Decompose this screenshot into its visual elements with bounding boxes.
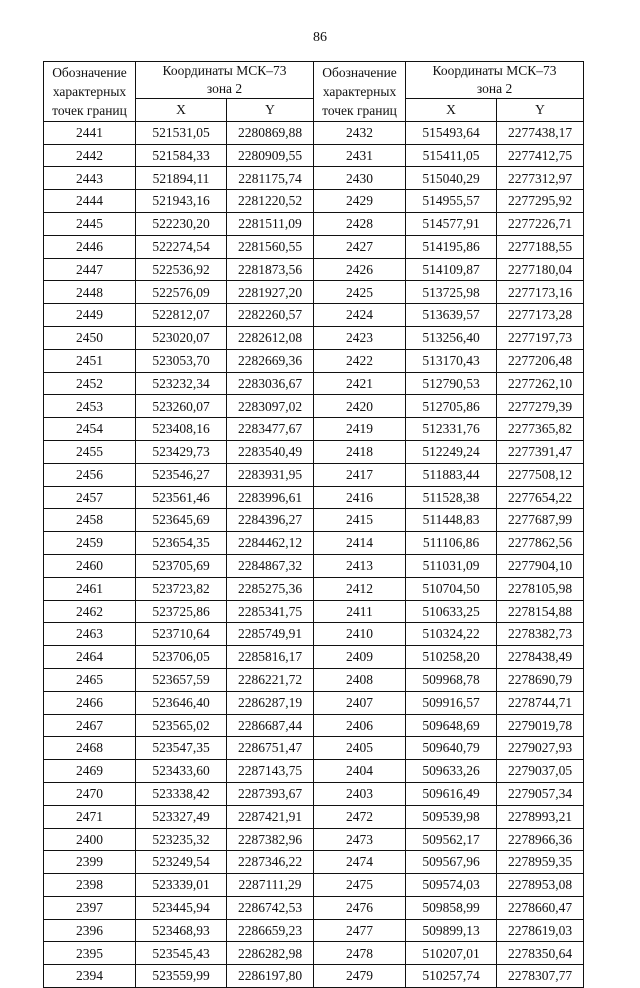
x-coord-cell: 522812,07 [136, 304, 227, 327]
y-coord-cell: 2283477,67 [227, 418, 314, 441]
y-coord-cell: 2279037,05 [497, 760, 584, 783]
point-label-line2: характерных [322, 83, 397, 99]
point-id-cell: 2429 [314, 190, 406, 213]
y-coord-cell: 2282669,36 [227, 349, 314, 372]
x-coord-cell: 511448,83 [406, 509, 497, 532]
y-coord-cell: 2281560,55 [227, 235, 314, 258]
table-row [44, 828, 584, 851]
point-id-cell: 2461 [44, 577, 136, 600]
y-coord-cell: 2287111,29 [227, 874, 314, 897]
point-label-header-left [44, 62, 136, 122]
point-id-cell: 2473 [314, 828, 406, 851]
y-coord-cell: 2277279,39 [497, 395, 584, 418]
y-coord-cell: 2278307,77 [497, 965, 584, 988]
x-coord-cell: 521943,16 [136, 190, 227, 213]
x-coord-cell: 523646,40 [136, 691, 227, 714]
y-coord-cell: 2280869,88 [227, 121, 314, 144]
point-id-cell: 2403 [314, 782, 406, 805]
table-row [44, 623, 584, 646]
point-id-cell: 2474 [314, 851, 406, 874]
point-id-cell: 2441 [44, 121, 136, 144]
point-id-cell: 2472 [314, 805, 406, 828]
table-row [44, 167, 584, 190]
x-coord-cell: 523339,01 [136, 874, 227, 897]
point-id-cell: 2442 [44, 144, 136, 167]
y-coord-cell: 2283996,61 [227, 486, 314, 509]
x-coord-cell: 523020,07 [136, 326, 227, 349]
x-coord-cell: 515493,64 [406, 121, 497, 144]
x-coord-cell: 523260,07 [136, 395, 227, 418]
x-coord-cell: 509640,79 [406, 737, 497, 760]
table-header [44, 62, 584, 122]
table-row [44, 805, 584, 828]
table-row [44, 646, 584, 669]
x-coord-cell: 514577,91 [406, 212, 497, 235]
point-id-cell: 2463 [44, 623, 136, 646]
table-row [44, 737, 584, 760]
table-body [44, 121, 584, 987]
y-coord-cell: 2284867,32 [227, 554, 314, 577]
point-id-cell: 2432 [314, 121, 406, 144]
coord-system-line2: зона 2 [476, 81, 513, 96]
point-id-cell: 2425 [314, 281, 406, 304]
y-coord-cell: 2278959,35 [497, 851, 584, 874]
x-coord-cell: 523468,93 [136, 919, 227, 942]
y-coord-cell: 2285275,36 [227, 577, 314, 600]
point-label-line2: характерных [52, 83, 127, 99]
y-coord-cell: 2286659,23 [227, 919, 314, 942]
x-coord-cell: 514195,86 [406, 235, 497, 258]
x-coord-cell: 510207,01 [406, 942, 497, 965]
x-coord-cell: 523338,42 [136, 782, 227, 805]
x-coord-cell: 512331,76 [406, 418, 497, 441]
x-coord-cell: 523408,16 [136, 418, 227, 441]
x-coord-cell: 523561,46 [136, 486, 227, 509]
y-coord-cell: 2286742,53 [227, 896, 314, 919]
y-coord-cell: 2287346,22 [227, 851, 314, 874]
point-id-cell: 2479 [314, 965, 406, 988]
x-coord-cell: 513256,40 [406, 326, 497, 349]
y-coord-cell: 2285341,75 [227, 600, 314, 623]
x-coord-cell: 523705,69 [136, 554, 227, 577]
point-id-cell: 2416 [314, 486, 406, 509]
table-row [44, 372, 584, 395]
x-coord-cell: 511528,38 [406, 486, 497, 509]
y-coord-cell: 2283097,02 [227, 395, 314, 418]
point-id-cell: 2451 [44, 349, 136, 372]
y-coord-cell: 2286751,47 [227, 737, 314, 760]
table-row [44, 896, 584, 919]
point-id-cell: 2397 [44, 896, 136, 919]
y-coord-cell: 2278690,79 [497, 668, 584, 691]
point-id-cell: 2396 [44, 919, 136, 942]
x-coord-cell: 523710,64 [136, 623, 227, 646]
x-coord-cell: 510257,74 [406, 965, 497, 988]
y-coord-cell: 2278953,08 [497, 874, 584, 897]
x-coord-cell: 523433,60 [136, 760, 227, 783]
y-coord-cell: 2281175,74 [227, 167, 314, 190]
table-row [44, 235, 584, 258]
y-coord-cell: 2278154,88 [497, 600, 584, 623]
x-coord-cell: 523327,49 [136, 805, 227, 828]
x-coord-cell: 523429,73 [136, 440, 227, 463]
table-row [44, 668, 584, 691]
x-axis-header: X [136, 99, 227, 122]
y-coord-cell: 2283931,95 [227, 463, 314, 486]
x-coord-cell: 521584,33 [136, 144, 227, 167]
x-coord-cell: 513639,57 [406, 304, 497, 327]
table-row [44, 919, 584, 942]
x-coord-cell: 522274,54 [136, 235, 227, 258]
y-coord-cell: 2281511,09 [227, 212, 314, 235]
point-id-cell: 2399 [44, 851, 136, 874]
point-id-cell: 2411 [314, 600, 406, 623]
y-coord-cell: 2287143,75 [227, 760, 314, 783]
coord-system-line1: Координаты МСК–73 [162, 63, 287, 78]
y-coord-cell: 2277226,71 [497, 212, 584, 235]
point-id-cell: 2453 [44, 395, 136, 418]
point-id-cell: 2450 [44, 326, 136, 349]
x-coord-cell: 509539,98 [406, 805, 497, 828]
point-id-cell: 2449 [44, 304, 136, 327]
table-row [44, 281, 584, 304]
y-coord-cell: 2286282,98 [227, 942, 314, 965]
point-id-cell: 2471 [44, 805, 136, 828]
point-id-cell: 2428 [314, 212, 406, 235]
table-row [44, 851, 584, 874]
y-coord-cell: 2277188,55 [497, 235, 584, 258]
table-row [44, 600, 584, 623]
point-id-cell: 2426 [314, 258, 406, 281]
point-id-cell: 2477 [314, 919, 406, 942]
x-coord-cell: 509648,69 [406, 714, 497, 737]
table-row [44, 532, 584, 555]
x-coord-cell: 509633,26 [406, 760, 497, 783]
y-axis-header: Y [227, 99, 314, 122]
y-coord-cell: 2286197,80 [227, 965, 314, 988]
table-row [44, 144, 584, 167]
coord-system-line1: Координаты МСК–73 [432, 63, 557, 78]
point-id-cell: 2400 [44, 828, 136, 851]
x-coord-cell: 523559,99 [136, 965, 227, 988]
point-label-line3: точек границ [322, 102, 397, 118]
y-coord-cell: 2277173,28 [497, 304, 584, 327]
x-coord-cell: 523725,86 [136, 600, 227, 623]
y-coord-cell: 2278438,49 [497, 646, 584, 669]
point-id-cell: 2406 [314, 714, 406, 737]
table-row [44, 304, 584, 327]
point-id-cell: 2398 [44, 874, 136, 897]
point-id-cell: 2420 [314, 395, 406, 418]
point-id-cell: 2414 [314, 532, 406, 555]
y-coord-cell: 2277654,22 [497, 486, 584, 509]
y-coord-cell: 2277365,82 [497, 418, 584, 441]
point-id-cell: 2415 [314, 509, 406, 532]
point-id-cell: 2448 [44, 281, 136, 304]
x-coord-cell: 512705,86 [406, 395, 497, 418]
x-coord-cell: 513170,43 [406, 349, 497, 372]
point-id-cell: 2467 [44, 714, 136, 737]
point-label-header-right [314, 62, 406, 122]
point-id-cell: 2455 [44, 440, 136, 463]
y-coord-cell: 2279027,93 [497, 737, 584, 760]
x-coord-cell: 523654,35 [136, 532, 227, 555]
x-coord-cell: 509916,57 [406, 691, 497, 714]
point-id-cell: 2431 [314, 144, 406, 167]
y-coord-cell: 2277391,47 [497, 440, 584, 463]
point-id-cell: 2445 [44, 212, 136, 235]
x-coord-cell: 509968,78 [406, 668, 497, 691]
x-coord-cell: 522230,20 [136, 212, 227, 235]
point-id-cell: 2458 [44, 509, 136, 532]
table-row [44, 760, 584, 783]
x-coord-cell: 514955,57 [406, 190, 497, 213]
y-coord-cell: 2278993,21 [497, 805, 584, 828]
table-row [44, 212, 584, 235]
x-coord-cell: 523546,27 [136, 463, 227, 486]
point-id-cell: 2404 [314, 760, 406, 783]
x-coord-cell: 509567,96 [406, 851, 497, 874]
x-coord-cell: 510633,25 [406, 600, 497, 623]
x-coord-cell: 511106,86 [406, 532, 497, 555]
y-coord-cell: 2287382,96 [227, 828, 314, 851]
x-coord-cell: 523232,34 [136, 372, 227, 395]
page-number: 86 [313, 30, 327, 45]
table-row [44, 418, 584, 441]
point-id-cell: 2407 [314, 691, 406, 714]
x-coord-cell: 523706,05 [136, 646, 227, 669]
x-coord-cell: 511031,09 [406, 554, 497, 577]
x-coord-cell: 511883,44 [406, 463, 497, 486]
point-label-line3: точек границ [52, 102, 127, 118]
x-coord-cell: 509574,03 [406, 874, 497, 897]
y-coord-cell: 2277862,56 [497, 532, 584, 555]
point-id-cell: 2456 [44, 463, 136, 486]
x-coord-cell: 522536,92 [136, 258, 227, 281]
x-coord-cell: 509899,13 [406, 919, 497, 942]
x-coord-cell: 515411,05 [406, 144, 497, 167]
y-coord-cell: 2278350,64 [497, 942, 584, 965]
point-id-cell: 2460 [44, 554, 136, 577]
point-id-cell: 2409 [314, 646, 406, 669]
point-label-line1: Обозначение [322, 64, 397, 80]
table-row [44, 121, 584, 144]
table-row [44, 486, 584, 509]
table-row [44, 326, 584, 349]
y-coord-cell: 2287421,91 [227, 805, 314, 828]
y-coord-cell: 2278966,36 [497, 828, 584, 851]
point-id-cell: 2413 [314, 554, 406, 577]
y-coord-cell: 2286221,72 [227, 668, 314, 691]
x-coord-cell: 523645,69 [136, 509, 227, 532]
y-coord-cell: 2277412,75 [497, 144, 584, 167]
y-coord-cell: 2278744,71 [497, 691, 584, 714]
point-id-cell: 2470 [44, 782, 136, 805]
y-coord-cell: 2277206,48 [497, 349, 584, 372]
y-coord-cell: 2285816,17 [227, 646, 314, 669]
y-coord-cell: 2277438,17 [497, 121, 584, 144]
x-coord-cell: 523547,35 [136, 737, 227, 760]
point-id-cell: 2469 [44, 760, 136, 783]
point-id-cell: 2395 [44, 942, 136, 965]
table-row [44, 509, 584, 532]
point-id-cell: 2408 [314, 668, 406, 691]
point-id-cell: 2446 [44, 235, 136, 258]
y-coord-cell: 2283540,49 [227, 440, 314, 463]
y-coord-cell: 2278660,47 [497, 896, 584, 919]
x-coord-cell: 513725,98 [406, 281, 497, 304]
point-id-cell: 2421 [314, 372, 406, 395]
table-row [44, 395, 584, 418]
coord-system-header-left [136, 62, 314, 99]
point-id-cell: 2475 [314, 874, 406, 897]
y-coord-cell: 2277904,10 [497, 554, 584, 577]
y-coord-cell: 2277173,16 [497, 281, 584, 304]
x-coord-cell: 509616,49 [406, 782, 497, 805]
point-id-cell: 2419 [314, 418, 406, 441]
coord-system-line2: зона 2 [206, 81, 243, 96]
table-row [44, 440, 584, 463]
table-row [44, 349, 584, 372]
point-id-cell: 2454 [44, 418, 136, 441]
table-row [44, 942, 584, 965]
y-coord-cell: 2277295,92 [497, 190, 584, 213]
x-coord-cell: 514109,87 [406, 258, 497, 281]
table-row [44, 714, 584, 737]
point-id-cell: 2422 [314, 349, 406, 372]
point-id-cell: 2443 [44, 167, 136, 190]
y-coord-cell: 2286687,44 [227, 714, 314, 737]
point-id-cell: 2464 [44, 646, 136, 669]
y-coord-cell: 2277687,99 [497, 509, 584, 532]
point-id-cell: 2423 [314, 326, 406, 349]
x-coord-cell: 510704,50 [406, 577, 497, 600]
x-coord-cell: 523445,94 [136, 896, 227, 919]
table-row [44, 782, 584, 805]
point-id-cell: 2447 [44, 258, 136, 281]
point-id-cell: 2478 [314, 942, 406, 965]
x-coord-cell: 523545,43 [136, 942, 227, 965]
table-row [44, 691, 584, 714]
x-coord-cell: 523053,70 [136, 349, 227, 372]
point-id-cell: 2394 [44, 965, 136, 988]
y-coord-cell: 2277262,10 [497, 372, 584, 395]
coord-system-header-right [406, 62, 584, 99]
y-coord-cell: 2277312,97 [497, 167, 584, 190]
x-axis-header: X [406, 99, 497, 122]
y-coord-cell: 2279019,78 [497, 714, 584, 737]
x-coord-cell: 512790,53 [406, 372, 497, 395]
point-id-cell: 2417 [314, 463, 406, 486]
y-coord-cell: 2278105,98 [497, 577, 584, 600]
point-id-cell: 2430 [314, 167, 406, 190]
table-row [44, 874, 584, 897]
y-coord-cell: 2278382,73 [497, 623, 584, 646]
point-id-cell: 2418 [314, 440, 406, 463]
y-coord-cell: 2284462,12 [227, 532, 314, 555]
point-id-cell: 2465 [44, 668, 136, 691]
y-coord-cell: 2279057,34 [497, 782, 584, 805]
y-coord-cell: 2281220,52 [227, 190, 314, 213]
point-id-cell: 2444 [44, 190, 136, 213]
y-coord-cell: 2281927,20 [227, 281, 314, 304]
x-coord-cell: 512249,24 [406, 440, 497, 463]
point-id-cell: 2468 [44, 737, 136, 760]
x-coord-cell: 521531,05 [136, 121, 227, 144]
y-axis-header: Y [497, 99, 584, 122]
x-coord-cell: 510324,22 [406, 623, 497, 646]
x-coord-cell: 523657,59 [136, 668, 227, 691]
y-coord-cell: 2280909,55 [227, 144, 314, 167]
x-coord-cell: 521894,11 [136, 167, 227, 190]
table-row [44, 258, 584, 281]
x-coord-cell: 515040,29 [406, 167, 497, 190]
y-coord-cell: 2282260,57 [227, 304, 314, 327]
x-coord-cell: 523249,54 [136, 851, 227, 874]
y-coord-cell: 2281873,56 [227, 258, 314, 281]
y-coord-cell: 2283036,67 [227, 372, 314, 395]
point-id-cell: 2459 [44, 532, 136, 555]
point-id-cell: 2452 [44, 372, 136, 395]
y-coord-cell: 2277508,12 [497, 463, 584, 486]
point-id-cell: 2466 [44, 691, 136, 714]
point-id-cell: 2412 [314, 577, 406, 600]
point-id-cell: 2476 [314, 896, 406, 919]
x-coord-cell: 509562,17 [406, 828, 497, 851]
y-coord-cell: 2286287,19 [227, 691, 314, 714]
x-coord-cell: 523723,82 [136, 577, 227, 600]
coordinates-table [43, 61, 584, 988]
x-coord-cell: 509858,99 [406, 896, 497, 919]
table-row [44, 190, 584, 213]
y-coord-cell: 2277197,73 [497, 326, 584, 349]
y-coord-cell: 2287393,67 [227, 782, 314, 805]
x-coord-cell: 523235,32 [136, 828, 227, 851]
point-id-cell: 2410 [314, 623, 406, 646]
y-coord-cell: 2285749,91 [227, 623, 314, 646]
y-coord-cell: 2277180,04 [497, 258, 584, 281]
y-coord-cell: 2284396,27 [227, 509, 314, 532]
point-id-cell: 2457 [44, 486, 136, 509]
point-id-cell: 2424 [314, 304, 406, 327]
table-row [44, 577, 584, 600]
x-coord-cell: 522576,09 [136, 281, 227, 304]
point-id-cell: 2405 [314, 737, 406, 760]
point-label-line1: Обозначение [52, 64, 127, 80]
x-coord-cell: 523565,02 [136, 714, 227, 737]
y-coord-cell: 2278619,03 [497, 919, 584, 942]
table-row [44, 965, 584, 988]
point-id-cell: 2427 [314, 235, 406, 258]
table-row [44, 463, 584, 486]
table-row [44, 554, 584, 577]
point-id-cell: 2462 [44, 600, 136, 623]
y-coord-cell: 2282612,08 [227, 326, 314, 349]
x-coord-cell: 510258,20 [406, 646, 497, 669]
